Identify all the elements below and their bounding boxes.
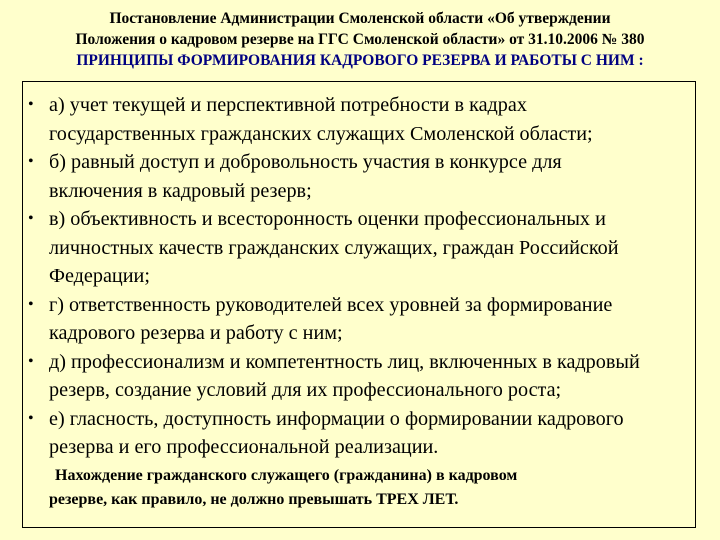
bullet-icon: • bbox=[28, 153, 34, 170]
item-line: личностных качеств гражданских служащих, граждан Российской bbox=[49, 236, 619, 259]
list-item bbox=[23, 348, 687, 405]
term-note bbox=[49, 464, 669, 512]
title-line-2: Положения о кадровом резерве на ГГС Смоленской области» от 31.10.2006 № 380 bbox=[75, 31, 645, 48]
principles-box bbox=[22, 81, 696, 528]
item-line: резерв, создание условий для их профессионального роста; bbox=[49, 379, 562, 401]
bullet-icon: • bbox=[28, 96, 34, 113]
bullet-icon: • bbox=[28, 409, 34, 427]
item-line: резерва и его профессиональной реализации. bbox=[49, 436, 439, 458]
item-line: а) учет текущей и перспективной потребности в кадрах bbox=[49, 94, 527, 116]
item-line: д) профессионализм и компетентность лиц, включенных в кадровый bbox=[49, 350, 640, 373]
note-line-2: резерве, как правило, не должно превышать ТРЕХ ЛЕТ. bbox=[49, 491, 459, 508]
list-item bbox=[23, 405, 687, 462]
bullet-icon: • bbox=[28, 210, 34, 227]
title-line-1: Постановление Администрации Смоленской области «Об утверждении bbox=[109, 10, 611, 27]
slide-title bbox=[0, 8, 720, 71]
section-heading: ПРИНЦИПЫ ФОРМИРОВАНИЯ КАДРОВОГО РЕЗЕРВА И РАБОТЫ С НИМ : bbox=[76, 52, 644, 69]
item-line: е) гласность, доступность информации о формировании кадрового bbox=[49, 407, 624, 430]
list-item bbox=[23, 291, 687, 348]
item-line: кадрового резерва и работу с ним; bbox=[49, 322, 343, 344]
principles-list bbox=[23, 91, 687, 462]
item-line: г) ответственность руководителей всех уровней за формирование bbox=[49, 293, 613, 316]
item-line: б) равный доступ и добровольность участия в конкурсе для bbox=[49, 151, 562, 173]
list-item bbox=[23, 91, 687, 148]
bullet-icon: • bbox=[28, 295, 34, 313]
item-line: включения в кадровый резерв; bbox=[49, 179, 312, 202]
bullet-icon: • bbox=[28, 352, 34, 370]
note-line-1: Нахождение гражданского служащего (гражданина) в кадровом bbox=[55, 467, 518, 484]
item-line: Федерации; bbox=[49, 265, 150, 287]
item-line: государственных гражданских служащих Смоленской области; bbox=[49, 122, 593, 145]
list-item bbox=[23, 205, 687, 291]
item-line: в) объективность и всесторонность оценки профессиональных и bbox=[49, 208, 606, 230]
list-item bbox=[23, 148, 687, 205]
